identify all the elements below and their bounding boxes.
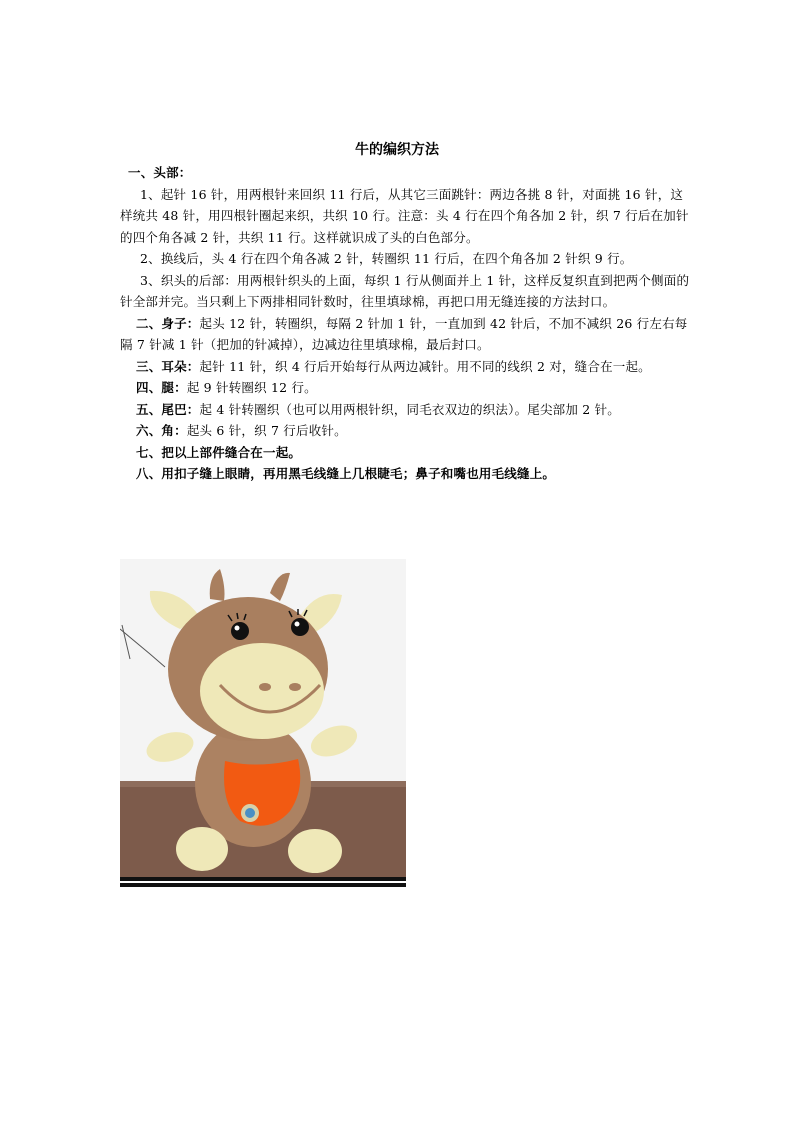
left-eye <box>231 622 249 640</box>
horns-text: 起头 6 针，织 7 行后收针。 <box>186 423 347 438</box>
knitted-cow-photo <box>120 557 406 887</box>
body-section <box>120 313 690 356</box>
legs-label: 四、腿： <box>136 380 187 395</box>
horns-section <box>120 420 690 442</box>
tail-label: 五、尾巴： <box>136 401 200 417</box>
right-leg <box>288 829 342 873</box>
step-8: 八、用扣子缝上眼睛，再用黑毛线缝上几根睫毛；鼻子和嘴也用毛线缝上。 <box>136 466 556 481</box>
ears-section <box>120 356 690 378</box>
left-leg <box>176 827 228 871</box>
instructions <box>120 162 690 485</box>
head-heading: 一、头部： <box>128 165 192 180</box>
body-text: 起头 12 针，转圈织，每隔 2 针加 1 针，一直加到 42 针后，不加不减织 26 行左右每隔 7 针减 1 针（把加的针减掉），边减边往里填球棉，最后封口。 <box>120 315 688 352</box>
right-eye <box>291 618 309 636</box>
head-step-1: 1、起针 16 针，用两根针来回织 11 行后，从其它三面跳针：两边各挑 8 针，对面挑 16 针，这样统共 48 针，用四根针圈起来织，共织 10 行。注意：头 4 行在四个角各加 2 针，织 7 行后在加针的四个角各减 2 针，共织 11 行。这样就识成了头的白色部分。 <box>120 186 689 245</box>
right-nostril <box>289 683 301 691</box>
horns-label: 六、角： <box>136 423 187 438</box>
tail-text: 起 4 针转圈织（也可以用两根针织，同毛衣双边的织法）。尾尖部加 2 针。 <box>199 401 620 417</box>
page-title: 牛的编织方法 <box>355 142 439 158</box>
legs-text: 起 9 针转圈织 12 行。 <box>186 380 317 395</box>
body-label: 二、身子： <box>136 315 200 331</box>
step-7: 七、把以上部件缝合在一起。 <box>136 444 302 460</box>
ears-text: 起针 11 针，织 4 行后开始每行从两边减针。用不同的线织 2 对，缝合在一起。 <box>199 358 651 374</box>
head-step-3: 3、织头的后部：用两根针织头的上面，每织 1 行从侧面并上 1 针，这样反复织直到把两个侧面的针全部并完。当只剩上下两排相同针数时，往里填球棉，再把口用无缝连接的方法封口。 <box>120 272 690 309</box>
cow-muzzle <box>200 643 324 739</box>
legs-section <box>120 377 690 399</box>
bib-button <box>245 808 255 818</box>
left-nostril <box>259 683 271 691</box>
ears-label: 三、耳朵： <box>136 358 200 374</box>
head-step-2: 2、换线后，头 4 行在四个角各减 2 针，转圈织 11 行后，在四个角各加 2 针织 9 行。 <box>140 251 633 266</box>
tail-section <box>120 399 690 421</box>
